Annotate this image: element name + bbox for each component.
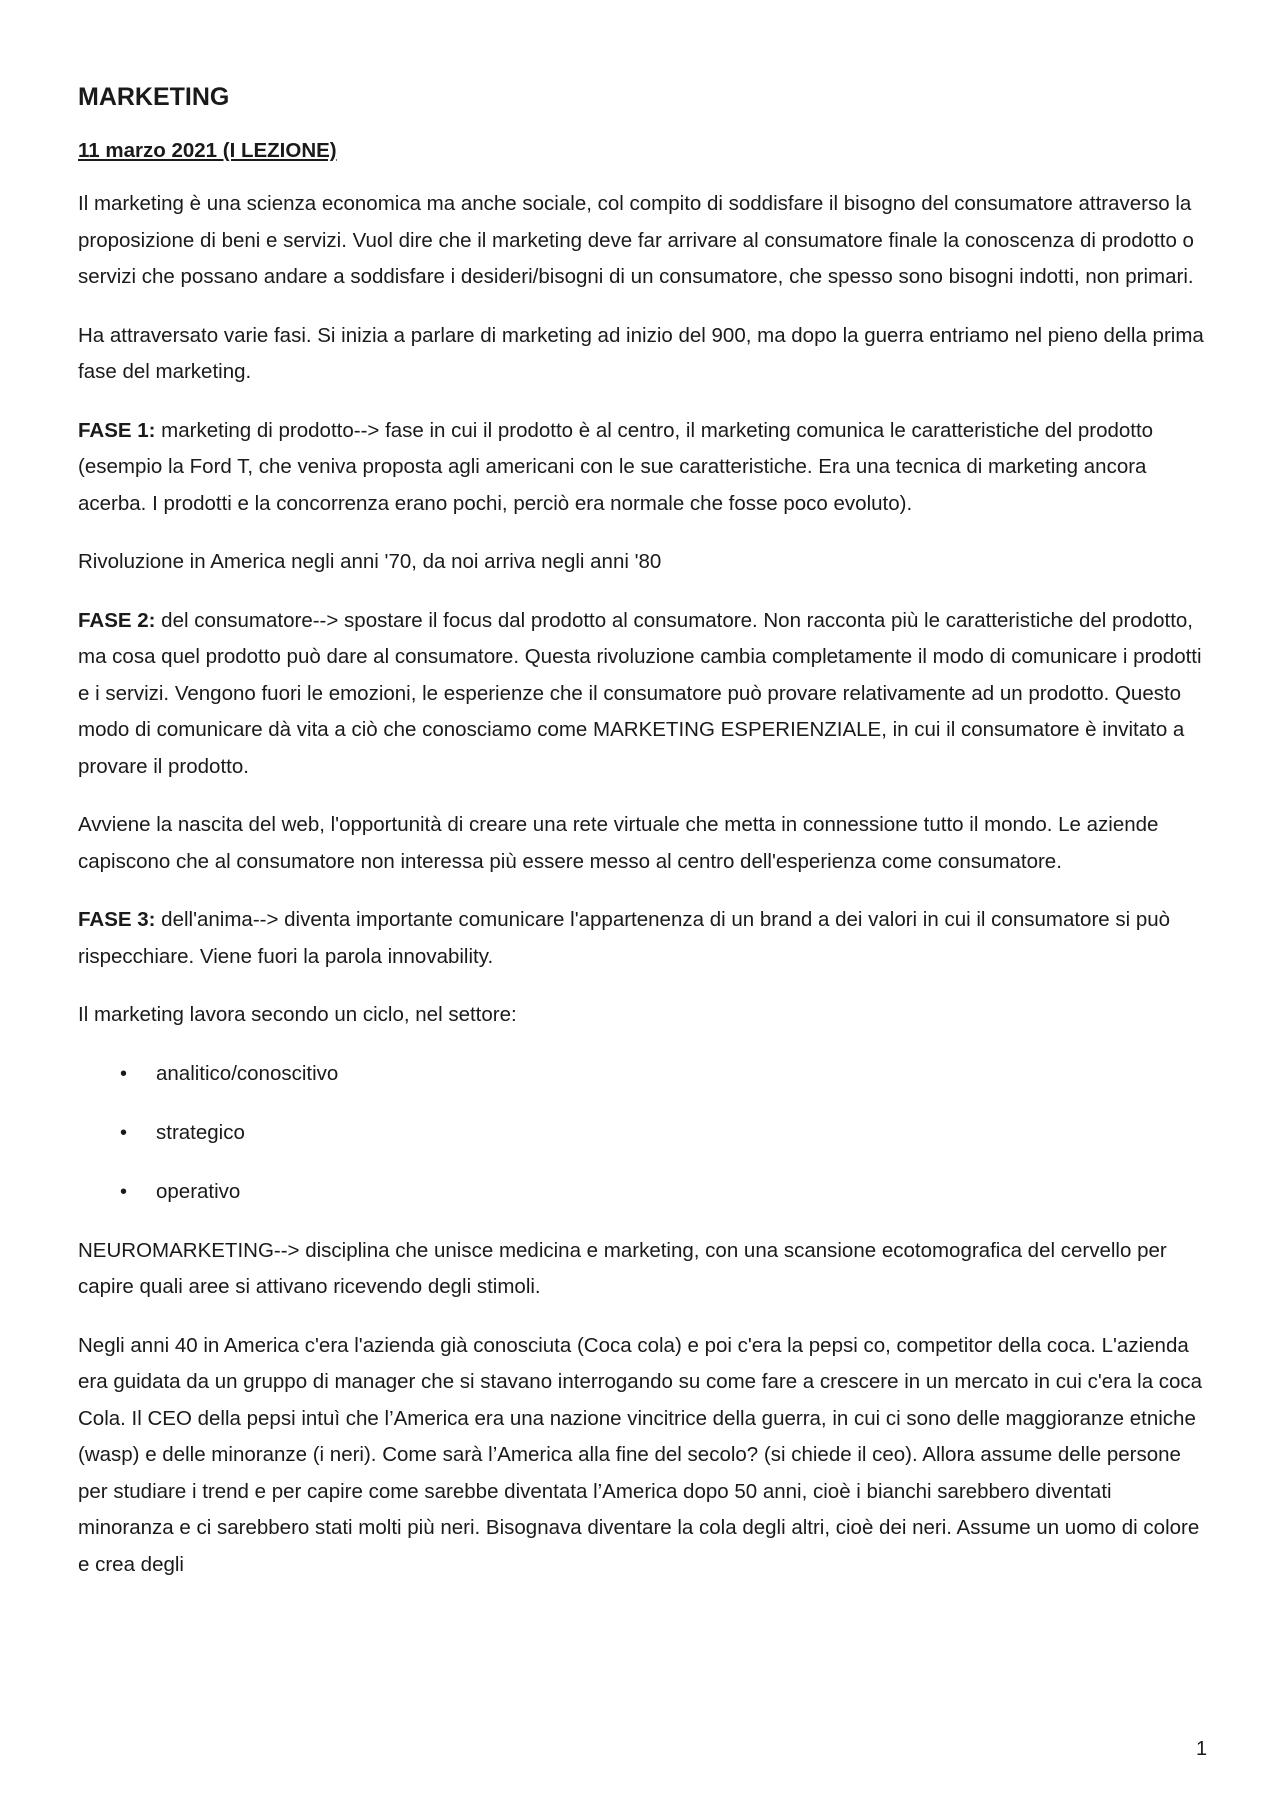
bullet-icon: •: [120, 1121, 128, 1144]
list-item-text: operativo: [156, 1179, 241, 1203]
paragraph-fase-1: [78, 413, 1208, 523]
list-item: [78, 1056, 1208, 1092]
paragraph-phases: Ha attraversato varie fasi. Si inizia a parlare di marketing ad inizio del 900, ma dopo la guerra entriamo nel pieno della prima fase del marketing.: [78, 323, 1204, 383]
document-page: [78, 80, 1208, 1605]
paragraph-revolution: Rivoluzione in America negli anni '70, da noi arriva negli anni '80: [78, 550, 662, 573]
cycle-list: [78, 1056, 1208, 1210]
fase-2-label: FASE 2:: [78, 608, 156, 632]
list-item-text: analitico/conoscitivo: [156, 1061, 339, 1085]
bullet-icon: •: [120, 1062, 128, 1085]
page-number: 1: [1196, 1738, 1208, 1760]
lesson-date-heading: 11 marzo 2021 (I LEZIONE): [78, 139, 337, 162]
list-item: [78, 1174, 1208, 1210]
paragraph-pepsi-story: Negli anni 40 in America c'era l'azienda già conosciuta (Coca cola) e poi c'era la pepsi co, competitor della coca. L'azienda era guidata da un gruppo di manager che si stavano interrogando su come fare a crescere in un mercato in cui c'era la coca Cola. Il CEO della pepsi intuì che l’America era una nazione vincitrice della guerra, in cui ci sono delle maggioranze etniche (wasp) e delle minoranze (i neri). Come sarà l’America alla fine del secolo? (si chiede il ceo). Allora assume delle persone per studiare i trend e per capire come sarebbe diventata l’America dopo 50 anni, cioè i bianchi sarebbero diventati minoranza e ci sarebbero stati molti più neri. Bisognava diventare la cola degli altri, cioè dei neri. Assume un uomo di colore e crea degli: [78, 1333, 1203, 1576]
bullet-icon: •: [120, 1180, 128, 1203]
list-item-text: strategico: [156, 1120, 245, 1144]
fase-2-text: del consumatore--> spostare il focus dal prodotto al consumatore. Non racconta più le caratteristiche del prodotto, ma cosa quel prodotto può dare al consumatore. Questa rivoluzione cambia completamente il modo di comunicare i prodotti e i servizi. Vengono fuori le emozioni, le esperienze che il consumatore può provare relativamente ad un prodotto. Questo modo di comunicare dà vita a ciò che conosciamo come MARKETING ESPERIENZIALE, in cui il consumatore è invitato a provare il prodotto.: [78, 608, 1202, 778]
paragraph-cycle-intro: Il marketing lavora secondo un ciclo, nel settore:: [78, 1003, 517, 1026]
fase-3-label: FASE 3:: [78, 908, 156, 931]
fase-1-text: marketing di prodotto--> fase in cui il prodotto è al centro, il marketing comunica le caratteristiche del prodotto (esempio la Ford T, che veniva proposta agli americani con le sue caratteristiche. Era una tecnica di marketing ancora acerba. I prodotti e la concorrenza erano pochi, perciò era normale che fosse poco evoluto).: [78, 418, 1154, 515]
fase-3-text: dell'anima--> diventa importante comunicare l'appartenenza di un brand a dei valori in cui il consumatore si può rispecchiare. Viene fuori la parola innovability.: [78, 908, 1171, 968]
paragraph-fase-2: [78, 603, 1208, 786]
list-item: [78, 1115, 1208, 1151]
document-title: MARKETING: [78, 83, 230, 111]
paragraph-web: Avviene la nascita del web, l'opportunità di creare una rete virtuale che metta in connessione tutto il mondo. Le aziende capiscono che al consumatore non interessa più essere messo al centro dell'esperienza come consumatore.: [78, 813, 1159, 873]
paragraph-intro: Il marketing è una scienza economica ma anche sociale, col compito di soddisfare il bisogno del consumatore attraverso la proposizione di beni e servizi. Vuol dire che il marketing deve far arrivare al consumatore finale la conoscenza di prodotto o servizi che possano andare a soddisfare i desideri/bisogni di un consumatore, che spesso sono bisogni indotti, non primari.: [78, 192, 1194, 288]
paragraph-fase-3: [78, 902, 1208, 975]
fase-1-label: FASE 1:: [78, 418, 156, 442]
paragraph-neuromarketing: NEUROMARKETING--> disciplina che unisce medicina e marketing, con una scansione ecotomografica del cervello per capire quali aree si attivano ricevendo degli stimoli.: [78, 1238, 1167, 1298]
